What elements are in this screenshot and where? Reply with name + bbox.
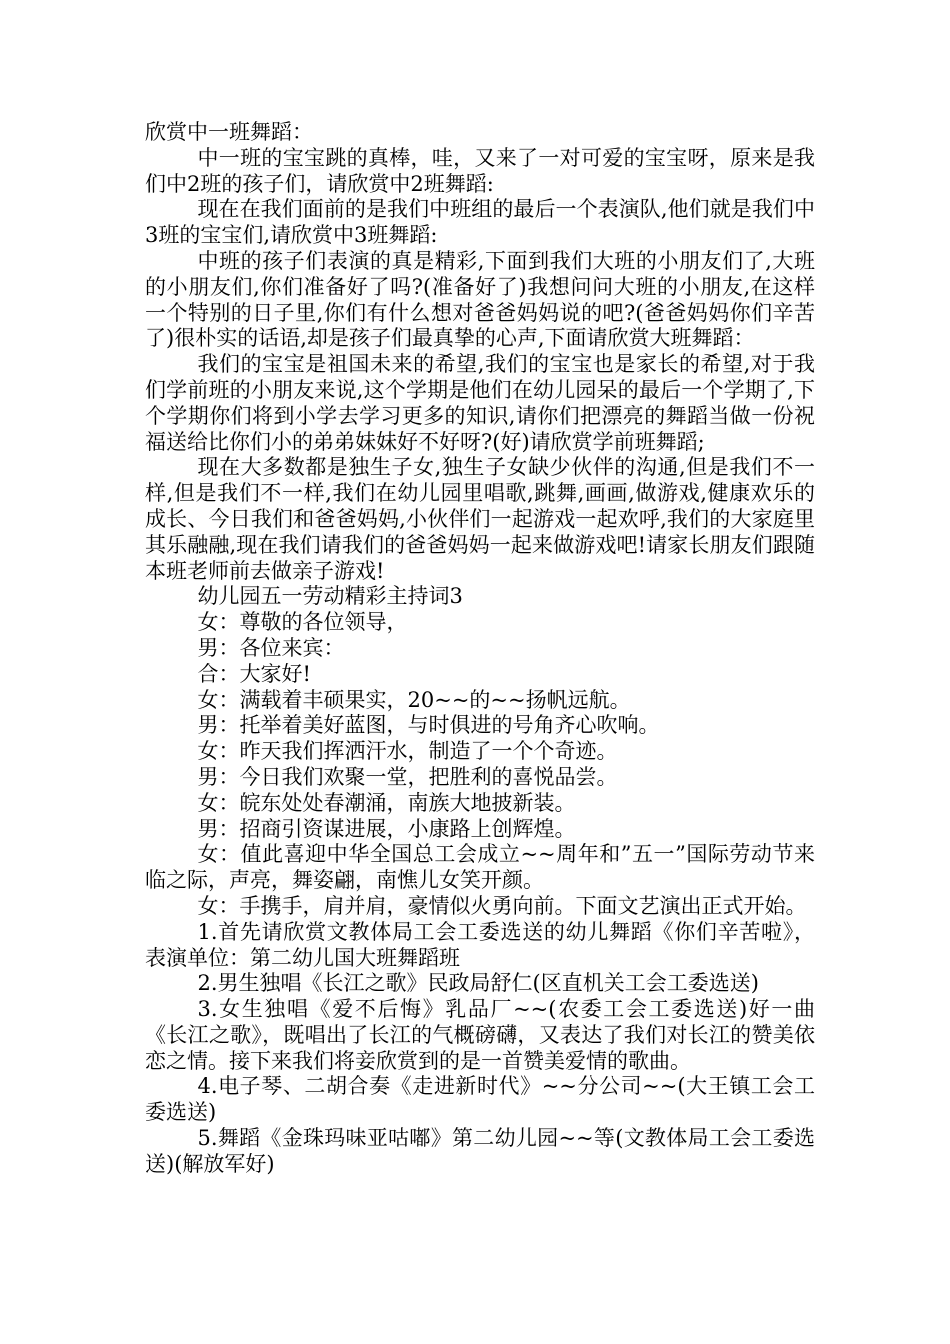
document-page (145, 120, 815, 1178)
dialogue-line: 男：招商引资谋进展，小康路上创辉煌。 (197, 816, 576, 841)
program-item: 1.首先请欣赏文教体局工会工委选送的幼儿舞蹈《你们辛苦啦》，表演单位：第二幼儿国大班舞蹈班 (145, 919, 815, 970)
dialogue-line: 女：昨天我们挥洒汗水，制造了一个个奇迹。 (197, 739, 618, 764)
paragraph: 现在大多数都是独生子女,独生子女缺少伙伴的沟通,但是我们不一样,但是我们不一样,我们在幼儿园里唱歌,跳舞,画画,做游戏,健康欢乐的成长、今日我们和爸爸妈妈,小伙伴们一起游戏一起欢呼,我们的大家庭里其乐融融,现在我们请我们的爸爸妈妈一起来做游戏吧!请家长朋友们跟随本班老师前去做亲子游戏! (145, 455, 815, 583)
dialogue-line: 男：托举着美好蓝图，与时俱进的号角齐心吹响。 (197, 713, 660, 738)
program-item: 2.男生独唱《长江之歌》民政局舒仁(区直机关工会工委选送) (197, 971, 759, 996)
section-heading: 幼儿园五一劳动精彩主持词3 (197, 584, 463, 609)
paragraph: 我们的宝宝是祖国未来的希望,我们的宝宝也是家长的希望,对于我们学前班的小朋友来说,这个学期是他们在幼儿园呆的最后一个学期了,下个学期你们将到小学去学习更多的知识,请你们把漂亮的舞蹈当做一份祝福送给比你们小的弟弟妹妹好不好呀?(好)请欣赏学前班舞蹈; (145, 352, 815, 454)
dialogue-line: 女：尊敬的各位领导， (197, 610, 408, 635)
dialogue-line: 女：皖东处处春潮涌，南族大地披新装。 (197, 790, 576, 815)
dialogue-line: 男：今日我们欢聚一堂，把胜利的喜悦品尝。 (197, 764, 618, 789)
paragraph: 中班的孩子们表演的真是精彩,下面到我们大班的小朋友们了,大班的小朋友们,你们准备好了吗?(准备好了)我想问问大班的小朋友,在这样一个特别的日子里,你们有什么想对爸爸妈妈说的吧?(爸爸妈妈你们辛苦了)很朴实的话语,却是孩子们最真挚的心声,下面请欣赏大班舞蹈： (145, 248, 815, 351)
paragraph: 欣赏中一班舞蹈： (145, 120, 313, 144)
program-item: 3.女生独唱《爱不后悔》乳品厂~~(农委工会工委选送)好一曲《长江之歌》，既唱出了长江的气概磅礴，又表达了我们对长江的赞美依恋之情。接下来我们将妾欣赏到的是一首赞美爱情的歌曲。 (145, 997, 815, 1073)
dialogue-line: 女：满载着丰硕果实，20~~的~~扬帆远航。 (197, 687, 631, 712)
paragraph: 中一班的宝宝跳的真棒，哇，又来了一对可爱的宝宝呀，原来是我们中2班的孩子们，请欣赏中2班舞蹈: (145, 145, 815, 196)
paragraph: 现在在我们面前的是我们中班组的最后一个表演队,他们就是我们中3班的宝宝们,请欣赏中3班舞蹈: (145, 197, 815, 248)
dialogue-line: 女：手携手，肩并肩，豪情似火勇向前。下面文艺演出正式开始。 (197, 893, 807, 918)
program-item: 4.电子琴、二胡合奏《走进新时代》~~分公司~~(大王镇工会工委选送) (145, 1074, 815, 1125)
dialogue-line: 合：大家好! (197, 661, 311, 686)
program-item: 5.舞蹈《金珠玛味亚咕嘟》第二幼儿园~~等(文教体局工会工委选送)(解放军好) (145, 1126, 815, 1176)
dialogue-line: 女：值此喜迎中华全国总工会成立~~周年和”五一”国际劳动节来临之际，声亮，舞姿翩，南憔儿女笑开颜。 (145, 842, 815, 893)
dialogue-line: 男：各位来宾： (197, 635, 345, 660)
